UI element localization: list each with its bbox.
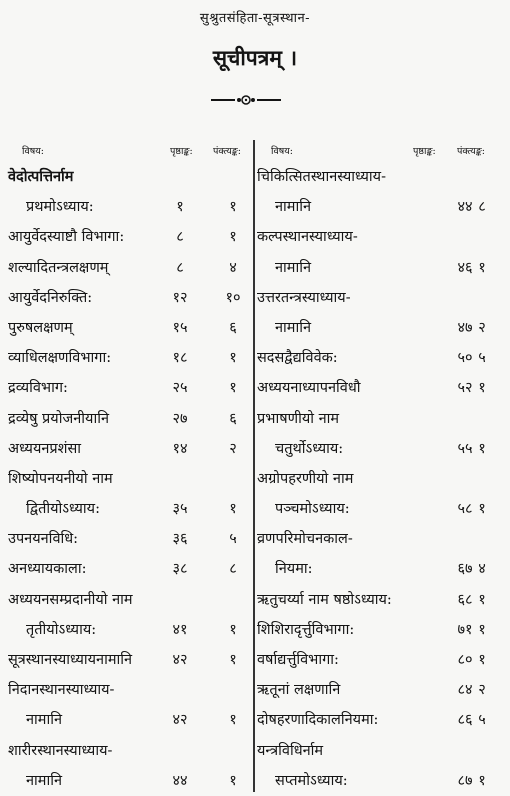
line-header: पंक्त्यङ्क:: [213, 146, 241, 157]
toc-line-number: १: [229, 621, 237, 638]
toc-page-number: ८७: [457, 772, 473, 789]
toc-page-number: ५२: [457, 380, 473, 397]
toc-row: [257, 434, 503, 464]
toc-subject: शिष्योपनयनीयो नाम: [8, 470, 113, 487]
column-divider: [253, 140, 255, 792]
toc-row: [8, 705, 250, 735]
toc-page-number: ४४: [172, 772, 188, 789]
toc-page-number: ३८: [172, 561, 188, 578]
toc-line-number: ५: [478, 712, 486, 729]
toc-subject: आयुर्वेदनिरुक्ति:: [8, 289, 93, 306]
toc-page-number: ५०: [457, 350, 473, 367]
toc-subject: व्याधिलक्षणविभागा:: [8, 350, 112, 367]
subject-header: विषय:: [22, 146, 44, 157]
toc-page-number: ४७: [457, 319, 473, 336]
toc-row: [8, 313, 250, 343]
toc-line-number: १: [478, 501, 486, 518]
toc-subject: द्रव्यविभाग:: [8, 380, 68, 397]
toc-subject: नामानि: [275, 259, 312, 276]
toc-subject: उत्तरतन्त्रस्याध्याय-: [257, 289, 351, 306]
page-title: सूचीपत्रम् ।: [212, 45, 298, 70]
toc-row: [8, 343, 250, 373]
toc-subject: वेदोत्पत्तिर्नाम: [8, 168, 74, 185]
toc-subject: अध्ययनप्रशंसा: [8, 440, 82, 457]
toc-row: [8, 554, 250, 584]
toc-line-number: १: [229, 380, 237, 397]
toc-subject: शल्यादितन्त्रलक्षणम्: [8, 259, 109, 276]
toc-row: [257, 222, 503, 252]
toc-subject: ऋतुचर्य्या नाम षष्ठोऽध्याय:: [257, 591, 392, 608]
toc-subject: चतुर्थोऽध्याय:: [275, 440, 344, 457]
toc-subject: शिशिरादृर्त्तुविभागा:: [257, 621, 355, 638]
toc-line-number: १: [229, 772, 237, 789]
toc-subject: दोषहरणादिकालनियमा:: [257, 712, 379, 729]
toc-line-number: १: [229, 501, 237, 518]
toc-page-number: ७१: [457, 621, 473, 638]
toc-line-number: ४: [229, 259, 237, 276]
page-header: पृष्ठाङ्क:: [170, 146, 193, 157]
toc-row: [8, 192, 250, 222]
toc-row: [257, 615, 503, 645]
toc-page-number: ८०: [457, 652, 473, 668]
toc-subject: अनध्यायकाला:: [8, 561, 87, 578]
toc-subject: द्वितीयोऽध्याय:: [26, 501, 100, 518]
toc-subject: द्रव्येषु प्रयोजनीयानि: [8, 410, 110, 427]
toc-line-number: २: [229, 440, 237, 457]
toc-row: [257, 253, 503, 283]
toc-line-number: ५: [478, 350, 486, 367]
toc-row: [257, 736, 503, 766]
toc-page-number: ५८: [457, 501, 473, 518]
toc-subject: प्रभाषणीयो नाम: [257, 410, 340, 427]
toc-subject: अध्ययनसम्प्रदानीयो नाम: [8, 591, 133, 608]
toc-subject: व्रणपरिमोचनकाल-: [257, 531, 353, 548]
toc-row: [257, 554, 503, 584]
toc-row: [8, 766, 250, 796]
toc-subject: चिकित्सितस्थानस्याध्याय-: [257, 169, 386, 185]
page-header: पृष्ठाङ्क:: [413, 146, 436, 157]
toc-row: [8, 524, 250, 554]
toc-line-number: ४: [478, 561, 486, 578]
toc-line-number: ६: [229, 319, 237, 336]
toc-row: [257, 645, 503, 675]
toc-subject: पुरुषलक्षणम्: [8, 319, 73, 336]
toc-row: [257, 283, 503, 313]
toc-row: [257, 766, 503, 796]
toc-row: [257, 705, 503, 735]
toc-line-number: १: [229, 652, 237, 668]
toc-line-number: ८: [478, 199, 486, 216]
subject-header: विषय:: [271, 146, 293, 157]
toc-line-number: १: [478, 259, 486, 276]
toc-subject: अग्रोपहरणीयो नाम: [257, 470, 354, 487]
toc-page-number: ६८: [457, 591, 473, 608]
toc-line-number: १: [478, 591, 486, 608]
toc-row: [8, 675, 250, 705]
toc-subject: नामानि: [26, 712, 63, 729]
toc-subject: ऋतूनां लक्षणानि: [257, 682, 341, 699]
toc-page-number: ८४: [457, 682, 473, 699]
toc-subject: प्रथमोऽध्याय:: [26, 199, 94, 216]
toc-left-rows: [8, 162, 250, 796]
toc-line-number: २: [478, 319, 486, 336]
toc-subject: अध्ययनाध्यापनविधौ: [257, 380, 361, 397]
toc-subject: यन्त्रविधिर्नाम: [257, 742, 324, 759]
toc-line-number: १: [478, 621, 486, 638]
toc-subject: कल्पस्थानस्याध्याय-: [257, 229, 358, 246]
toc-line-number: ८: [229, 561, 237, 578]
toc-row: [8, 373, 250, 403]
toc-row: [8, 464, 250, 494]
toc-page-number: ८: [176, 229, 184, 246]
toc-subject: शारीरस्थानस्याध्याय-: [8, 742, 113, 759]
toc-row: [257, 464, 503, 494]
toc-page-number: १२: [172, 289, 188, 306]
toc-row: [257, 585, 503, 615]
toc-page-number: ४२: [172, 652, 188, 668]
toc-row: [257, 373, 503, 403]
toc-line-number: १: [478, 652, 486, 668]
toc-subject: तृतीयोऽध्याय:: [26, 621, 97, 638]
toc-line-number: १: [478, 440, 486, 457]
toc-subject: सदसद्वैद्यविवेक:: [257, 350, 338, 367]
toc-subject: नियमा:: [275, 561, 313, 578]
toc-subject: नामानि: [26, 772, 63, 789]
toc-line-number: १: [229, 712, 237, 729]
toc-page-number: ३६: [172, 531, 188, 548]
toc-row: [257, 494, 503, 524]
toc-line-number: १: [229, 229, 237, 246]
toc-row: [8, 494, 250, 524]
toc-line-number: १: [478, 772, 486, 789]
toc-page-number: ५५: [457, 440, 473, 457]
toc-row: [8, 253, 250, 283]
toc-row: [257, 675, 503, 705]
toc-page-number: १४: [172, 440, 188, 457]
toc-right-rows: [257, 162, 503, 796]
toc-row: [8, 434, 250, 464]
toc-row: [8, 222, 250, 252]
toc-subject: सूत्रस्थानस्याध्यायनामानि: [8, 652, 133, 668]
toc-subject: उपनयनविधि:: [8, 531, 79, 548]
toc-row: [257, 162, 503, 192]
toc-subject: निदानस्थानस्याध्याय-: [8, 682, 115, 699]
toc-line-number: १: [478, 380, 486, 397]
toc-page-number: १: [176, 199, 184, 216]
toc-page-number: ८: [176, 259, 184, 276]
toc-page-number: ६७: [457, 561, 473, 578]
toc-row: [8, 404, 250, 434]
toc-line-number: ५: [229, 531, 237, 548]
toc-subject: सप्तमोऽध्याय:: [275, 772, 348, 789]
toc-left-column: [8, 140, 250, 796]
toc-right-column: [257, 140, 503, 796]
toc-page-number: १८: [172, 350, 188, 367]
toc-row: [257, 404, 503, 434]
toc-page-number: २५: [172, 380, 188, 397]
toc-page-number: ८६: [457, 712, 473, 729]
toc-page-number: २७: [172, 410, 188, 427]
toc-subject: वर्षाद्यर्त्तुविभागा:: [257, 652, 339, 668]
ornament-divider-icon: [211, 93, 281, 107]
column-header-row: [257, 140, 503, 162]
toc-line-number: १०: [225, 289, 241, 306]
toc-row: [8, 615, 250, 645]
toc-line-number: १: [229, 350, 237, 367]
toc-row: [257, 343, 503, 373]
toc-subject: आयुर्वेदस्याष्टौ विभागा:: [8, 229, 125, 246]
toc-line-number: ६: [229, 410, 237, 427]
toc-page-number: ४६: [457, 259, 473, 276]
column-header-row: [8, 140, 250, 162]
toc-row: [257, 313, 503, 343]
toc-page-number: ४१: [172, 621, 188, 638]
toc-row: [8, 283, 250, 313]
toc-subject: नामानि: [275, 199, 312, 216]
toc-page-number: ४२: [172, 712, 188, 729]
running-header: सुश्रुतसंहिता-सूत्रस्थान-: [199, 11, 311, 26]
toc-page-number: ३५: [172, 501, 188, 518]
toc-row: [8, 645, 250, 675]
line-header: पंक्त्यङ्क:: [457, 146, 485, 157]
toc-page-number: १५: [172, 319, 188, 336]
toc-row: [8, 736, 250, 766]
toc-row: [257, 524, 503, 554]
toc-page-number: ४४: [457, 199, 473, 216]
toc-line-number: १: [229, 199, 237, 216]
toc-line-number: २: [478, 682, 486, 699]
toc-subject: पञ्चमोऽध्याय:: [275, 501, 350, 518]
toc-subject: नामानि: [275, 319, 312, 336]
toc-row: [8, 162, 250, 192]
toc-row: [257, 192, 503, 222]
toc-row: [8, 585, 250, 615]
